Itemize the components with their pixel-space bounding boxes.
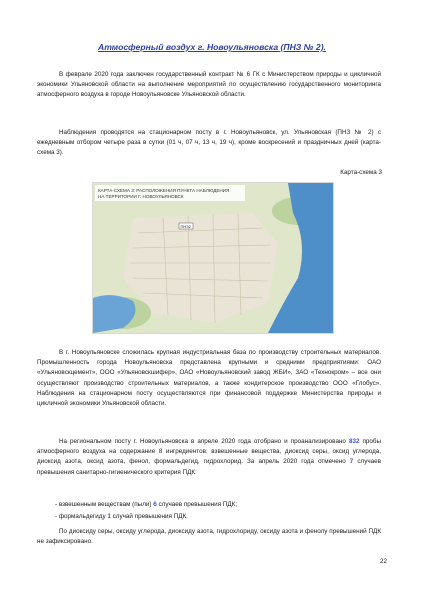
paragraph-samples-text-3: случаев превышения санитарно-гигиенического критерия ПДК: xyxy=(37,458,381,476)
paragraph-samples-text-1: На региональном посту г. Новоульяновска в апреле 2020 года отобрано и проанализировано xyxy=(59,438,349,445)
paragraph-samples xyxy=(37,437,381,478)
sample-count: 832 xyxy=(348,438,360,445)
bullet-dust-text-2: случаев превышения ПДК; xyxy=(156,501,238,508)
exceedance-count: 7 xyxy=(349,458,354,466)
map-scheme xyxy=(92,182,334,334)
paragraph-samples-text-2: пробы атмосферного воздуха на содержание 8 ингредиентов: взвешенные вещества, диоксид серы, оксид углерода, диоксид азота, оксид азота, фенол, формальдегид, гидрохлорид. За апрель 2020 года отмечено xyxy=(37,438,381,466)
paragraph-no-exceedance-text: По диоксиду серы, оксиду углерода, диоксиду азота, гидрохлориду, оксиду азота и фенолу превышений ПДК не зафиксировано. xyxy=(37,528,381,546)
bullet-formaldehyde xyxy=(55,512,188,522)
bullet-dust-count: 6 xyxy=(153,501,157,508)
paragraph-contract xyxy=(37,70,381,101)
station-label: ПНЗ2 xyxy=(180,223,191,229)
paragraph-industry-text: В г. Новоульяновске сложилась крупная индустриальная база по производству строительных материалов. Промышленность города Новоульяновска представлена крупными и средними предприятиями: ОАО «Ульяновскцемент», ООО «Ульяновскшифер», ОАО «Новоульяновский завод ЖБИ», ЗАО «Технокром» – все они осуществляют производство строительных материалов, а также кондитерское производство ООО «Глобус». Наблюдения на стационарном посту осуществляются при финансовой поддержке Министерства природы и цикличной экономики Ульяновской области. xyxy=(37,349,381,408)
map-caption: Карта-схема 3 xyxy=(340,169,382,176)
paragraph-no-exceedance xyxy=(37,527,381,547)
map-title-line1: КАРТА-СХЕМА 3: РАСПОЛОЖЕНИЯ ПУНКТА НАБЛЮДЕНИЯ xyxy=(98,188,230,193)
bullet-formaldehyde-text-2: случай превышения ПДК. xyxy=(110,513,188,520)
map-image xyxy=(93,183,333,333)
bullet-formaldehyde-text-1: - формальдегиду xyxy=(55,513,108,520)
paragraph-observations-text: Наблюдения проводятся на стационарном посту в г. Новоульяновск, ул. Ульяновская (ПНЗ № 2) с ежедневным отбором четыре раза в сутки (01 ч, 07 ч, 13 ч, 19 ч), кроме воскресений и праздничных дней (карта-схема 3). xyxy=(37,129,381,157)
bullet-dust xyxy=(55,500,237,510)
paragraph-industry xyxy=(37,348,381,409)
page-number: 22 xyxy=(380,558,388,565)
paragraph-contract-text: В феврале 2020 года заключен государственный контракт № 6 ГК с Министерством природы и цикличной экономики Ульяновской области на выполнение мероприятий по осуществлению государственного мониторинга атмосферного воздуха в городе Новоульяновске Ульяновской области. xyxy=(37,71,381,99)
map-title-line2: НА ТЕРРИТОРИИ Г. НОВОУЛЬЯНОВСК xyxy=(98,194,184,199)
bullet-dust-text-1: - взвешенным веществам (пыли) xyxy=(55,501,154,508)
paragraph-observations xyxy=(37,128,381,159)
bullet-formaldehyde-count: 1 xyxy=(107,513,111,520)
page-heading: Атмосферный воздух г. Новоульяновска (ПНЗ № 2). xyxy=(98,42,326,52)
